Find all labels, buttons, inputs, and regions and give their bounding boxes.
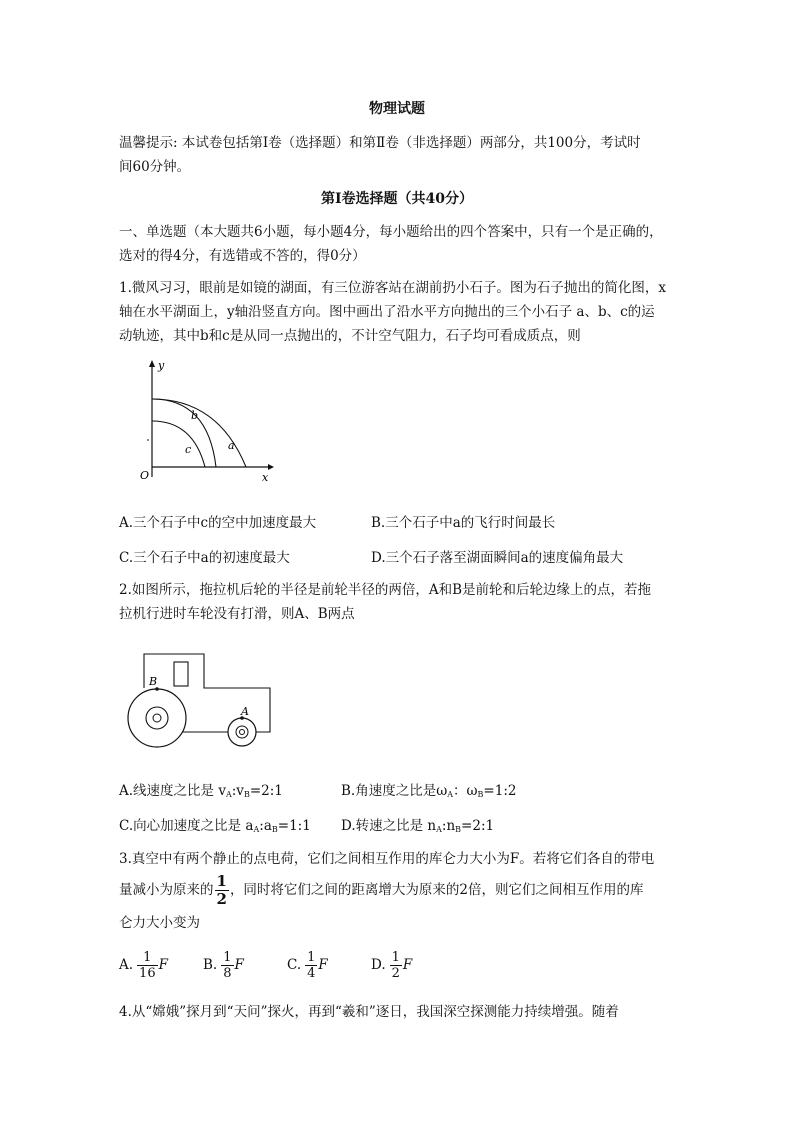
q3-option-d: D. $\frac{1}{2}$ F [371, 950, 413, 981]
rear-wheel [128, 689, 186, 747]
tractor-window [174, 662, 188, 686]
section-heading: 第Ⅰ卷选择题（共40分） [320, 191, 474, 207]
q3-option-a: A. $\frac{1}{16}$ F [119, 950, 168, 981]
trajectory-b [152, 399, 216, 467]
q2-option-b: B.角速度之比是$\omega_A$：$\omega_B=1:2$ [341, 783, 517, 799]
q4-line-1: 4.从“嫦娥”探月到“天问”探火，再到“羲和”逐日，我国深空探测能力持续增强。随着 [119, 1004, 619, 1020]
q3-line-2-suffix: ，同时将它们之间的距离增大为原来的2倍，则它们之间相互作用的库 [229, 882, 644, 898]
front-wheel [228, 718, 256, 746]
q2-option-c: C.向心加速度之比是 $a_A:a_B=1:1$ [119, 818, 311, 834]
q1-option-d: D.三个石子落至湖面瞬间a的速度偏角最大 [371, 550, 624, 566]
trajectory-c [152, 421, 205, 467]
part-instructions-line-2: 选对的得4分，有选错或不答的，得0分） [119, 248, 366, 264]
q3-line-1: 3.真空中有两个静止的点电荷，它们之间相互作用的库仑力大小为F。若将它们各自的带电 [119, 851, 655, 867]
q1-trajectory-figure [128, 355, 278, 490]
q2-line-1: 2.如图所示，拖拉机后轮的半径是前轮半径的两倍，A和B是前轮和后轮边缘上的点，若拖 [119, 582, 652, 598]
point-b-label: B [149, 675, 158, 688]
q2-line-2: 拉机行进时车轮没有打滑，则A、B两点 [119, 606, 355, 622]
y-axis-arrow [149, 360, 155, 367]
q3-line-2-prefix: 量减小为原来的 [119, 882, 214, 898]
part-instructions-line-1: 一、单选题（本大题共6小题，每小题4分，每小题给出的四个答案中，只有一个是正确的， [119, 224, 663, 240]
notice-line-2: 间60分钟。 [119, 159, 191, 175]
q3-line-3: 仑力大小变为 [119, 915, 200, 931]
notice-line-1: 温馨提示: 本试卷包括第Ⅰ卷（选择题）和第Ⅱ卷（非选择题）两部分，共100分，考试时 [119, 135, 641, 151]
q3-line-2 [119, 872, 644, 908]
curve-label-b: b [191, 409, 199, 422]
origin-label: O [140, 469, 150, 482]
q2-option-d: D.转速之比是 $n_A:n_B=2:1$ [341, 818, 495, 834]
q2-tractor-figure [124, 648, 276, 750]
curve-label-c: c [185, 443, 192, 456]
q1-option-b: B.三个石子中a的飞行时间最长 [371, 515, 556, 531]
page-title: 物理试题 [369, 101, 425, 117]
q1-line-1: 1.微风习习，眼前是如镜的湖面，有三位游客站在湖前扔小石子。图为石子抛出的简化图，x [119, 280, 666, 296]
fraction-one-half: $\frac{1}{2}$ [216, 872, 227, 908]
x-axis-arrow [268, 464, 274, 470]
x-axis-label: x [262, 471, 269, 484]
q3-option-c: C. $\frac{1}{4}$ F [287, 950, 328, 981]
curve-label-a: a [228, 439, 235, 452]
q1-line-2: 轴在水平湖面上，y轴沿竖直方向。图中画出了沿水平方向抛出的三个小石子 a、b、c的运 [119, 304, 655, 320]
q1-line-3: 动轨迹，其中b和c是从同一点抛出的，不计空气阻力，石子均可看成质点，则 [119, 328, 581, 344]
q1-option-a: A.三个石子中c的空中加速度最大 [119, 515, 317, 531]
point-a-label: A [241, 705, 249, 718]
q1-option-c: C.三个石子中a的初速度最大 [119, 550, 290, 566]
q2-option-a: A.线速度之比是 $v_A:v_B=2:1$ [119, 783, 283, 799]
trajectory-a [152, 399, 246, 467]
q3-option-b: B. $\frac{1}{8}$ F [203, 950, 244, 981]
y-axis-label: y [158, 359, 165, 372]
